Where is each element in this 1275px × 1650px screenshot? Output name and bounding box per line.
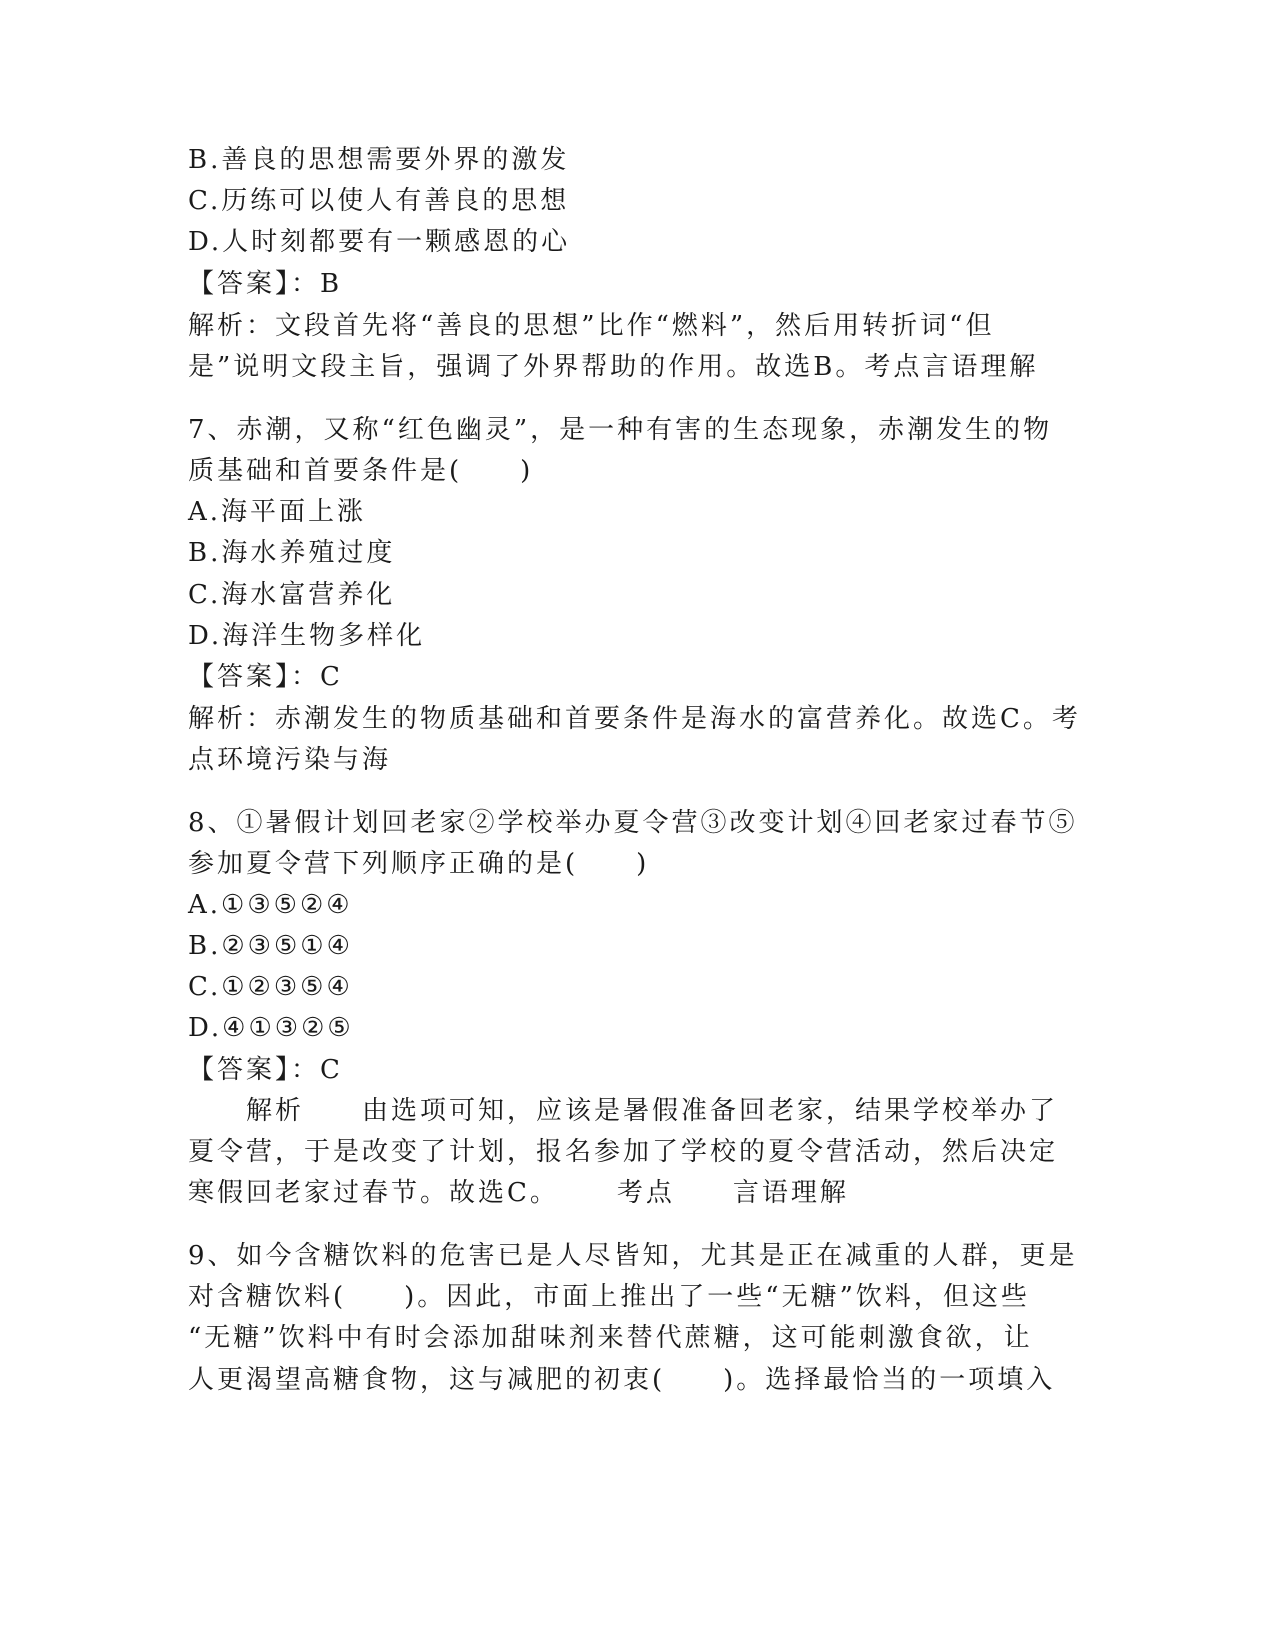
q8-option-a: A.①③⑤②④ <box>188 890 353 920</box>
q8-analysis-line-3 <box>188 1176 849 1210</box>
q9-stem-line-2: 对含糖饮料( )。因此，市面上推出了一些“无糖”饮料，但这些 <box>188 1282 1030 1312</box>
q7-option-c: C.海水富营养化 <box>188 580 396 610</box>
q9-stem-line-1: 9、如今含糖饮料的危害已是人尽皆知，尤其是正在减重的人群，更是 <box>188 1241 1078 1271</box>
q6-option-c: C.历练可以使人有善良的思想 <box>188 186 570 216</box>
q6-answer: 【答案】：B <box>188 269 343 299</box>
q8-analysis-label: 解析 <box>246 1096 305 1126</box>
q7-stem-line-1: 7、赤潮，又称“红色幽灵”，是一种有害的生态现象，赤潮发生的物 <box>188 415 1053 445</box>
q8-analysis-text-1: 由选项可知，应该是暑假准备回老家，结果学校举办了 <box>362 1096 1059 1126</box>
q7-analysis-line-1: 解析：赤潮发生的物质基础和首要条件是海水的富营养化。故选C。考 <box>188 704 1081 734</box>
q6-option-b: B.善良的思想需要外界的激发 <box>188 145 570 175</box>
q8-stem-line-1: 8、①暑假计划回老家②学校举办夏令营③改变计划④回老家过春节⑤ <box>188 808 1078 838</box>
q7-option-a: A.海平面上涨 <box>188 497 367 527</box>
q8-topic-value: 言语理解 <box>732 1178 849 1208</box>
q8-analysis-text-3: 寒假回老家过春节。故选C。 <box>188 1178 559 1208</box>
q7-option-d: D.海洋生物多样化 <box>188 621 426 651</box>
q8-option-d: D.④①③②⑤ <box>188 1013 354 1043</box>
q7-analysis-line-2: 点环境污染与海 <box>188 745 392 775</box>
q8-option-c: C.①②③⑤④ <box>188 972 353 1002</box>
q8-answer: 【答案】：C <box>188 1055 343 1085</box>
q9-stem-line-3: “无糖”饮料中有时会添加甜味剂来替代蔗糖，这可能刺激食欲，让 <box>188 1323 1033 1353</box>
q8-analysis-line-1 <box>246 1094 1058 1128</box>
q8-stem-line-2: 参加夏令营下列顺序正确的是( ) <box>188 849 650 879</box>
q6-option-d: D.人时刻都要有一颗感恩的心 <box>188 227 571 257</box>
q7-option-b: B.海水养殖过度 <box>188 538 396 568</box>
q8-analysis-line-2: 夏令营，于是改变了计划，报名参加了学校的夏令营活动，然后决定 <box>188 1137 1059 1167</box>
q8-topic-label: 考点 <box>616 1178 675 1208</box>
q6-analysis-line-2: 是”说明文段主旨，强调了外界帮助的作用。故选B。考点言语理解 <box>188 352 1039 382</box>
q6-analysis-line-1: 解析：文段首先将“善良的思想”比作“燃料”，然后用转折词“但 <box>188 311 995 341</box>
q9-stem-line-4: 人更渴望高糖食物，这与减肥的初衷( )。选择最恰当的一项填入 <box>188 1365 1056 1395</box>
q7-stem-line-2: 质基础和首要条件是( ) <box>188 456 534 486</box>
q8-option-b: B.②③⑤①④ <box>188 931 353 961</box>
q7-answer: 【答案】：C <box>188 662 343 692</box>
